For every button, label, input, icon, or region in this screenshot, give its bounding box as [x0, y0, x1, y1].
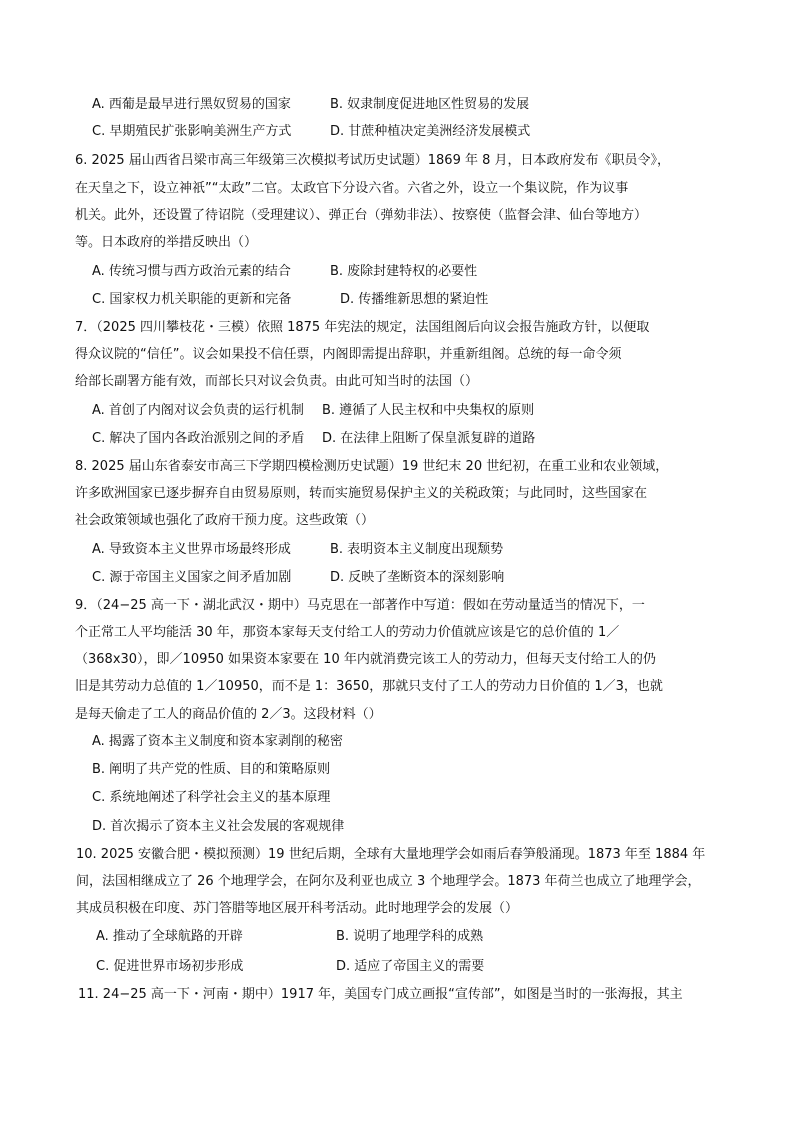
- q6-option-d: D. 传播维新思想的紧迫性: [340, 292, 489, 307]
- q8-option-d: D. 反映了垄断资本的深刻影响: [330, 570, 505, 585]
- q8-stem-line-2: 许多欧洲国家已逐步摒弃自由贸易原则，转而实施贸易保护主义的关税政策；与此同时，这些国家在: [75, 486, 648, 501]
- q7-stem-line-3: 给部长副署方能有效，而部长只对议会负责。由此可知当时的法国（）: [75, 374, 479, 389]
- q11-stem-line-1: 11. 24−25 高一下・河南・期中）1917 年，美国专门成立画报“宣传部”，如图是当时的一张海报，其主: [78, 987, 683, 1002]
- q9-stem-line-2: 个正常工人平均能活 30 年，那资本家每天支付给工人的劳动力价值就应该是它的总价值的 1／: [75, 625, 620, 640]
- q6-stem-line-1: 6. 2025 届山西省吕梁市高三年级第三次模拟考试历史试题）1869 年 8 月，日本政府发布《职员令》，: [75, 153, 671, 168]
- q5-option-b: B. 奴隶制度促进地区性贸易的发展: [330, 97, 530, 112]
- q9-option-c: C. 系统地阐述了科学社会主义的基本原理: [92, 790, 331, 805]
- q8-option-a: A. 导致资本主义世界市场最终形成: [92, 542, 291, 557]
- q5-option-a: A. 西葡是最早进行黑奴贸易的国家: [92, 97, 291, 112]
- q8-stem-line-1: 8. 2025 届山东省泰安市高三下学期四模检测历史试题）19 世纪末 20 世纪初，在重工业和农业领域，: [75, 459, 669, 474]
- q6-option-c: C. 国家权力机关职能的更新和完备: [92, 292, 292, 307]
- q6-stem-line-3: 机关。此外，还设置了待诏院（受理建议）、弹正台（弹劾非法）、按察使（监督会津、仙台等地方）: [75, 208, 648, 223]
- q9-option-b: B. 阐明了共产党的性质、目的和策略原则: [92, 762, 331, 777]
- q5-option-d: D. 甘蔗种植决定美洲经济发展模式: [330, 124, 531, 139]
- q10-stem-line-2: 间，法国相继成立了 26 个地理学会，在阿尔及利亚也成立 3 个地理学会。1873 年荷兰也成立了地理学会，: [76, 874, 701, 889]
- q8-option-b: B. 表明资本主义制度出现颓势: [330, 542, 504, 557]
- q7-stem-line-1: 7．（2025 四川攀枝花・三模）依照 1875 年宪法的规定，法国组阁后向议会报告施政方针，以便取: [75, 320, 650, 335]
- q7-option-c: C. 解决了国内各政治派别之间的矛盾: [92, 431, 305, 446]
- q6-stem-line-4: 等。日本政府的举措反映出（）: [75, 235, 258, 250]
- q8-stem-line-3: 社会政策领域也强化了政府干预力度。这些政策（）: [75, 513, 375, 528]
- q9-stem-line-1: 9．（24−25 高一下・湖北武汉・期中）马克思在一部著作中写道：假如在劳动量适当的情况下，一: [75, 598, 645, 613]
- q10-option-b: B. 说明了地理学科的成熟: [336, 929, 484, 944]
- q6-option-a: A. 传统习惯与西方政治元素的结合: [92, 264, 291, 279]
- q7-option-a: A. 首创了内阁对议会负责的运行机制: [92, 403, 304, 418]
- q5-option-c: C. 早期殖民扩张影响美洲生产方式: [92, 124, 292, 139]
- q9-option-a: A. 揭露了资本主义制度和资本家剥削的秘密: [92, 734, 343, 749]
- q10-stem-line-1: 10. 2025 安徽合肥・模拟预测）19 世纪后期，全球有大量地理学会如雨后春笋般涌现。1873 年至 1884 年: [76, 847, 706, 862]
- q7-stem-line-2: 得众议院的“信任”。议会如果投不信任票，内阁即需提出辞职，并重新组阁。总统的每一命令须: [75, 347, 622, 362]
- q10-option-c: C. 促进世界市场初步形成: [96, 959, 244, 974]
- q6-option-b: B. 废除封建特权的必要性: [330, 264, 478, 279]
- q7-option-d: D. 在法律上阻断了保皇派复辟的道路: [322, 431, 536, 446]
- q7-option-b: B. 遵循了人民主权和中央集权的原则: [322, 403, 535, 418]
- q9-stem-line-5: 是每天偷走了工人的商品价值的 2／3。这段材料（）: [75, 707, 382, 722]
- q9-option-d: D. 首次揭示了资本主义社会发展的客观规律: [92, 819, 345, 834]
- q10-option-d: D. 适应了帝国主义的需要: [336, 959, 485, 974]
- q6-stem-line-2: 在天皇之下，设立神祇”“太政”二官。太政官下分设六省。六省之外，设立一个集议院，作为议事: [75, 181, 629, 196]
- q9-stem-line-4: 旧是其劳动力总值的 1／10950，而不是 1：3650，那就只支付了工人的劳动力日价值的 1／3，也就: [75, 679, 663, 694]
- q9-stem-line-3: （368x30），即／10950 如果资本家要在 10 年内就消费完该工人的劳动力，但每天支付给工人的仍: [75, 652, 656, 667]
- q10-option-a: A. 推动了全球航路的开辟: [96, 929, 243, 944]
- q10-stem-line-3: 其成员积极在印度、苏门答腊等地区展开科考活动。此时地理学会的发展（）: [76, 901, 519, 916]
- q8-option-c: C. 源于帝国主义国家之间矛盾加剧: [92, 570, 292, 585]
